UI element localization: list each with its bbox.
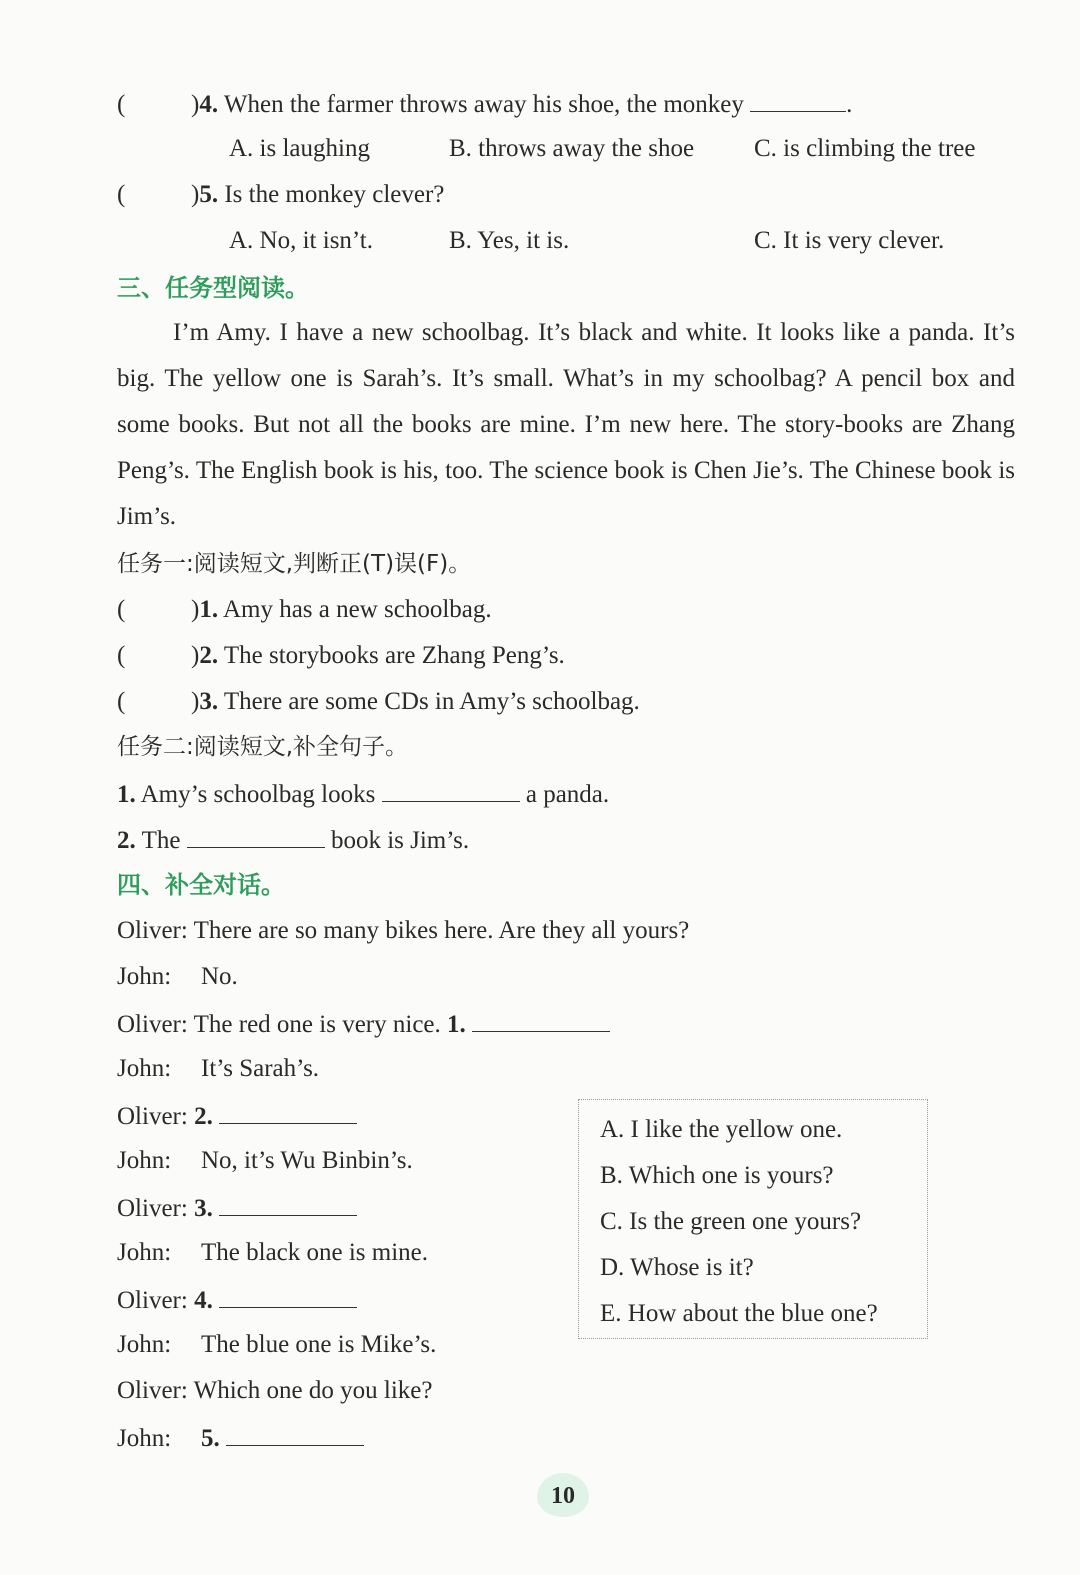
answer-paren[interactable] <box>117 594 191 626</box>
line-text: The blue one is Mike’s. <box>201 1331 437 1358</box>
q4-option-c: C. is climbing the tree <box>754 135 976 162</box>
question-text: Is the monkey clever? <box>224 181 445 208</box>
tf-item-3 <box>117 686 640 718</box>
answer-paren-open: ( <box>117 181 126 208</box>
task-1-heading: 任务一:阅读短文,判断正(T)误(F)。 <box>117 551 472 577</box>
section-4-heading: 四、补全对话。 <box>117 871 285 899</box>
speaker: John: <box>117 1425 172 1452</box>
option-b: B. Which one is yours? <box>600 1162 834 1189</box>
reading-passage <box>117 310 1015 540</box>
sentence-after: book is Jim’s. <box>330 827 470 854</box>
answer-paren[interactable] <box>117 640 191 672</box>
dialogue-line <box>117 1145 413 1177</box>
dialogue-line <box>117 1007 610 1041</box>
item-number: 1. <box>117 781 136 808</box>
option-d: D. Whose is it? <box>600 1254 754 1281</box>
blank-number: 5. <box>201 1425 220 1452</box>
item-text: There are some CDs in Amy’s schoolbag. <box>223 688 640 715</box>
blank-number: 2. <box>194 1103 213 1130</box>
question-text: When the farmer throws away his shoe, the monkey <box>223 91 744 118</box>
section-3-heading: 三、任务型阅读。 <box>117 274 309 302</box>
item-number: 1. <box>199 596 219 623</box>
dialogue-line <box>117 1375 432 1407</box>
dialogue-line <box>117 1053 319 1085</box>
answer-blank[interactable] <box>219 1099 357 1124</box>
answer-paren-open: ( <box>117 688 126 715</box>
answer-paren-open: ( <box>117 596 126 623</box>
answer-paren-close: ) <box>191 596 200 623</box>
answer-paren-close: ) <box>191 91 200 118</box>
q4-option-a: A. is laughing <box>229 135 370 162</box>
fill-sentence-1 <box>117 777 609 811</box>
answer-blank[interactable] <box>219 1191 357 1216</box>
tf-item-1 <box>117 594 492 626</box>
dialogue-line <box>117 1283 357 1317</box>
sentence-after: a panda. <box>525 781 610 808</box>
question-number: 5. <box>199 181 219 208</box>
answer-paren-close: ) <box>191 181 200 208</box>
blank-number: 4. <box>194 1287 213 1314</box>
speaker: John: <box>117 1055 172 1082</box>
speaker: Oliver: <box>117 1287 188 1314</box>
answer-blank[interactable] <box>219 1283 357 1308</box>
task-2-heading: 任务二:阅读短文,补全句子。 <box>117 734 409 760</box>
speaker: John: <box>117 1147 172 1174</box>
answer-paren-open: ( <box>117 91 126 118</box>
options-box <box>578 1099 928 1339</box>
item-text: The storybooks are Zhang Peng’s. <box>223 642 565 669</box>
dialogue-line <box>117 1237 428 1269</box>
answer-paren[interactable] <box>117 686 191 718</box>
item-number: 2. <box>199 642 219 669</box>
sentence-before: The <box>141 827 181 854</box>
fill-sentence-2 <box>117 823 469 857</box>
question-number: 4. <box>199 91 219 118</box>
option-c: C. Is the green one yours? <box>600 1208 862 1235</box>
page-number: 10 <box>537 1473 589 1517</box>
answer-paren-close: ) <box>191 688 200 715</box>
answer-blank[interactable] <box>382 777 520 802</box>
dialogue-line <box>117 1329 436 1361</box>
q4-option-b: B. throws away the shoe <box>449 135 695 162</box>
speaker: Oliver: <box>117 1377 188 1404</box>
dialogue-line <box>117 1421 364 1455</box>
q5-option-b: B. Yes, it is. <box>449 227 570 254</box>
line-text: The black one is mine. <box>201 1239 429 1266</box>
speaker: John: <box>117 1331 172 1358</box>
dialogue-line <box>117 1191 357 1225</box>
line-text: No, it’s Wu Binbin’s. <box>201 1147 413 1174</box>
item-number: 2. <box>117 827 136 854</box>
speaker: Oliver: <box>117 1195 188 1222</box>
answer-paren-close: ) <box>191 642 200 669</box>
answer-paren-open: ( <box>117 642 126 669</box>
answer-blank[interactable] <box>187 823 325 848</box>
speaker: Oliver: <box>117 1011 188 1038</box>
line-text: No. <box>201 963 238 990</box>
blank-number: 1. <box>447 1011 466 1038</box>
speaker: Oliver: <box>117 1103 188 1130</box>
line-text: It’s Sarah’s. <box>201 1055 320 1082</box>
question-5 <box>117 179 444 211</box>
line-text: Which one do you like? <box>193 1377 433 1404</box>
sentence-before: Amy’s schoolbag looks <box>140 781 376 808</box>
dialogue-line <box>117 961 238 993</box>
question-end: . <box>846 91 853 118</box>
answer-blank[interactable] <box>472 1007 610 1032</box>
q5-option-a: A. No, it isn’t. <box>229 227 373 254</box>
answer-blank[interactable] <box>750 87 846 112</box>
item-text: Amy has a new schoolbag. <box>222 596 492 623</box>
line-text: The red one is very nice. <box>193 1011 441 1038</box>
tf-item-2 <box>117 640 565 672</box>
dialogue-line <box>117 1099 357 1133</box>
blank-number: 3. <box>194 1195 213 1222</box>
speaker: John: <box>117 1239 172 1266</box>
option-a: A. I like the yellow one. <box>600 1116 843 1143</box>
passage-text: I’m Amy. I have a new schoolbag. It’s black and white. It looks like a panda. It’s big. The yellow one is Sarah’s. It’s small. What’s in my schoolbag? A pencil box and some books. But not all the books are mine. I’m new here. The story-books are Zhang Peng’s. The English book is his, too. The science book is Chen Jie’s. The Chinese book is Jim’s. <box>117 319 1015 530</box>
item-number: 3. <box>199 688 219 715</box>
q5-option-c: C. It is very clever. <box>754 227 945 254</box>
option-e: E. How about the blue one? <box>600 1300 878 1327</box>
speaker: Oliver: <box>117 917 188 944</box>
answer-blank[interactable] <box>226 1421 364 1446</box>
line-text: There are so many bikes here. Are they all yours? <box>193 917 690 944</box>
dialogue-line <box>117 915 689 947</box>
question-4 <box>117 87 852 121</box>
speaker: John: <box>117 963 172 990</box>
